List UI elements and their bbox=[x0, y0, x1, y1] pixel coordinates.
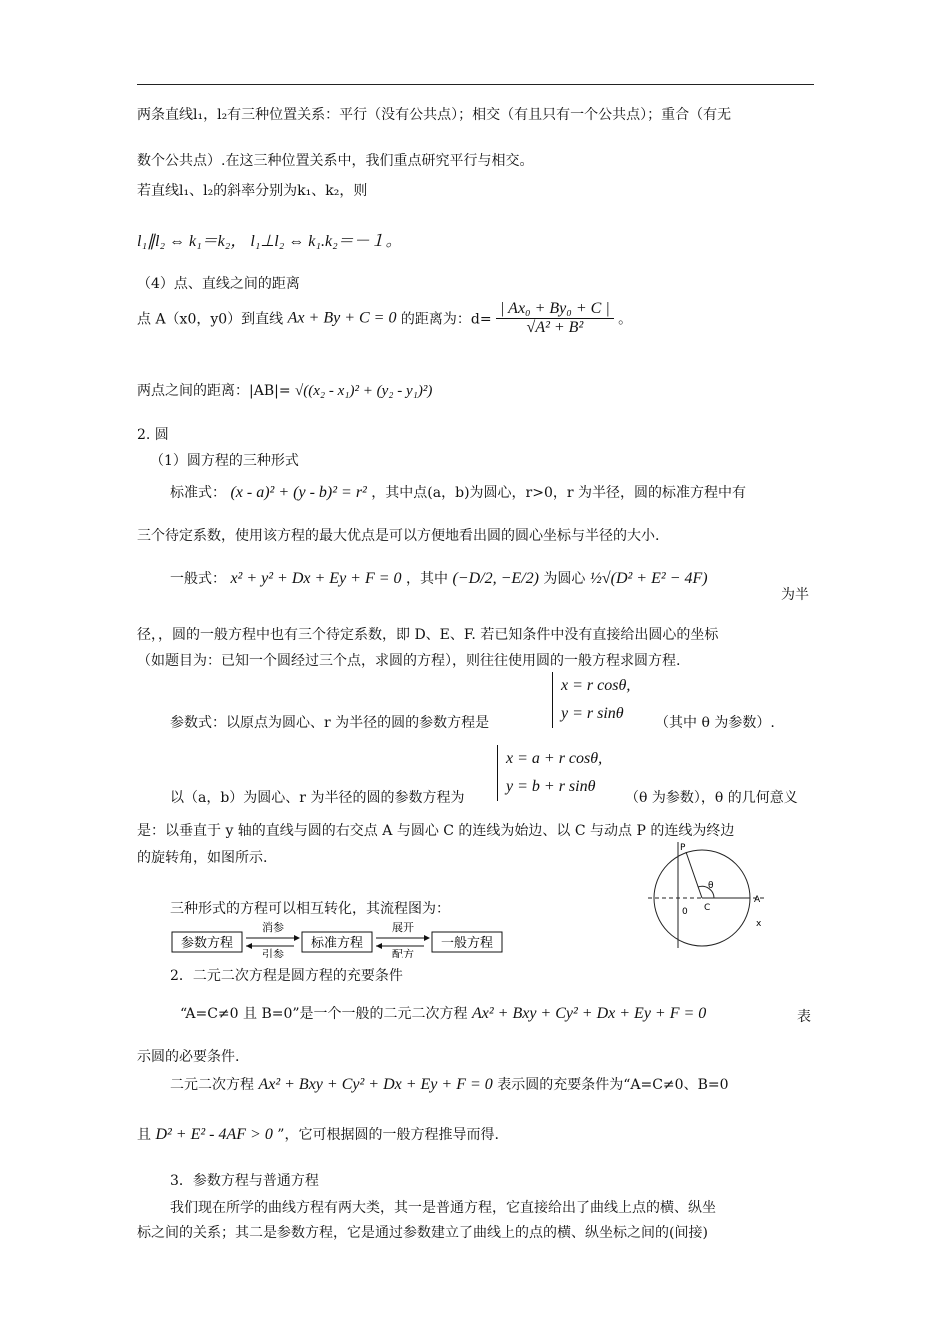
equation-line: x = a + r cosθ, bbox=[506, 750, 603, 767]
arrow-head bbox=[246, 943, 252, 949]
paragraph-line: 两条直线l₁，l₂有三种位置关系：平行（没有公共点）；相交（有且只有一个公共点）；重合（有无 bbox=[137, 107, 732, 123]
text-span: 以（a，b）为圆心、r 为半径的圆的参数方程为 bbox=[170, 790, 465, 806]
line-equation: Ax + By + C = 0 bbox=[287, 309, 397, 327]
fraction-denominator: √A² + B² bbox=[526, 319, 584, 336]
arrow-head bbox=[294, 935, 300, 941]
header-rule bbox=[137, 84, 814, 85]
two-point-distance bbox=[137, 380, 432, 400]
paragraph-line: 标之间的关系；其二是参数方程，它是通过参数建立了曲线上的点的横、纵坐标之间的(间接) bbox=[137, 1225, 708, 1241]
arrow2-top-label: 展开 bbox=[392, 921, 414, 934]
text-span: 为半 bbox=[781, 587, 809, 603]
paragraph-line: 三种形式的方程可以相互转化，其流程图为： bbox=[170, 901, 450, 917]
label-x: x bbox=[756, 919, 762, 929]
paragraph-line: 我们现在所学的曲线方程有两大类，其一是普通方程，它直接给出了曲线上点的横、纵坐 bbox=[170, 1200, 716, 1216]
conversion-flowchart bbox=[170, 918, 510, 958]
arrow1-top-label: 消参 bbox=[262, 921, 284, 934]
text-span: ”，它可根据圆的一般方程推导而得. bbox=[277, 1127, 499, 1143]
text-span: 一般式： bbox=[170, 571, 226, 587]
arrow-head bbox=[376, 943, 382, 949]
fraction-numerator: | Ax₀ + By₀ + C | bbox=[496, 300, 614, 319]
section-heading: （4）点、直线之间的距离 bbox=[137, 276, 300, 292]
distance-formula: √((x₂ - x₁)² + (y₂ - y₁)²) bbox=[295, 383, 433, 399]
label-o: 0 bbox=[682, 907, 688, 917]
paragraph-line: 径，，圆的一般方程中也有三个待定系数，即 D、E、F. 若已知条件中没有直接给出圆心的坐标 bbox=[137, 627, 719, 643]
center-expression: (−D/2, −E/2) bbox=[452, 570, 539, 587]
paragraph-line: 的旋转角，如图所示. bbox=[137, 850, 268, 866]
paragraph-line: （如题目为：已知一个圆经过三个点，求圆的方程），则往往使用圆的一般方程求圆方程. bbox=[137, 653, 681, 669]
flow-box-general-label: 一般方程 bbox=[440, 936, 494, 951]
text-span: 表 bbox=[797, 1009, 811, 1025]
section-heading: 3．参数方程与普通方程 bbox=[170, 1173, 319, 1189]
flow-box-standard-label: 标准方程 bbox=[310, 936, 364, 951]
radius-expression: ½√(D² + E² − 4F) bbox=[589, 570, 708, 587]
text-span: 表示圆的充要条件为“A=C≠0、B=0 bbox=[497, 1077, 729, 1093]
paragraph-line: 示圆的必要条件. bbox=[137, 1049, 240, 1065]
condition-line bbox=[170, 1074, 729, 1094]
paragraph-line: 三个待定系数，使用该方程的最大优点是可以方便地看出圆的圆心坐标与半径的大小. bbox=[137, 528, 660, 544]
paragraph-line: 数个公共点）.在这三种位置关系中，我们重点研究平行与相交。 bbox=[137, 153, 534, 169]
text-span: ，其中 bbox=[406, 571, 448, 587]
quadratic-equation: Ax² + Bxy + Cy² + Dx + Ey + F = 0 bbox=[471, 1005, 707, 1022]
point-line-distance bbox=[137, 300, 632, 337]
text-span: （θ 为参数），θ 的几何意义 bbox=[625, 790, 798, 806]
text-span: 且 bbox=[137, 1127, 151, 1143]
text-span: 标准式： bbox=[170, 485, 226, 501]
text-span: “A=C≠0 且 B=0”是一个一般的二元二次方程 bbox=[180, 1006, 468, 1022]
radius-cp bbox=[686, 852, 702, 898]
equation-line: x = r cosθ, bbox=[561, 677, 631, 694]
label-c: C bbox=[704, 903, 711, 913]
arrow2-bottom-label: 配方 bbox=[392, 948, 414, 958]
standard-equation: (x - a)² + (y - b)² = r² bbox=[230, 484, 367, 501]
quadratic-equation: Ax² + Bxy + Cy² + Dx + Ey + F = 0 bbox=[258, 1076, 493, 1093]
parametric-system-center bbox=[497, 745, 602, 801]
label-theta: θ bbox=[708, 881, 714, 891]
text-span: 两点之间的距离：|AB|= bbox=[137, 383, 291, 399]
text-span: 二元二次方程 bbox=[170, 1077, 254, 1093]
arrow1-bottom-label: 引参 bbox=[262, 948, 284, 958]
text-span: （其中 θ 为参数）. bbox=[655, 715, 775, 731]
text-span: ，其中点(a，b)为圆心，r>0，r 为半径，圆的标准方程中有 bbox=[371, 485, 747, 501]
label-p: P bbox=[680, 843, 686, 853]
label-a: A bbox=[754, 895, 761, 905]
paragraph-line: 是：以垂直于 y 轴的直线与圆的右交点 A 与圆心 C 的连线为始边、以 C 与动点 P 的连线为终边 bbox=[137, 823, 735, 839]
distance-fraction bbox=[496, 300, 614, 337]
parametric-form-text: 参数式：以原点为圆心、r 为半径的圆的参数方程是 bbox=[170, 715, 490, 731]
equation-line: y = r sinθ bbox=[561, 705, 624, 722]
text-span: 。 bbox=[618, 311, 633, 328]
standard-form bbox=[170, 482, 746, 502]
section-heading: 2．二元二次方程是圆方程的充要条件 bbox=[170, 968, 403, 984]
text-span: 为圆心 bbox=[543, 571, 586, 587]
slope-relations: l₁∥l₂ ⇔ k₁＝k₂， l₁⊥l₂ ⇔ k₁.k₂＝－１。 bbox=[137, 233, 402, 250]
condition-line bbox=[137, 1124, 499, 1144]
discriminant-inequality: D² + E² - 4AF > 0 bbox=[155, 1126, 273, 1143]
general-equation: x² + y² + Dx + Ey + F = 0 bbox=[230, 570, 402, 587]
flow-box-parametric-label: 参数方程 bbox=[180, 936, 234, 951]
section-heading: 2. 圆 bbox=[137, 427, 169, 443]
condition-line bbox=[180, 1003, 706, 1023]
parametric-system-origin bbox=[552, 672, 630, 728]
equation-line: y = b + r sinθ bbox=[506, 778, 596, 795]
text-span: 点 A（x0，y0）到直线 bbox=[137, 311, 284, 328]
text-span: 的距离为：d= bbox=[400, 311, 492, 328]
circle-figure bbox=[644, 830, 774, 960]
subsection-heading: （1）圆方程的三种形式 bbox=[150, 453, 299, 469]
general-form bbox=[170, 568, 708, 588]
paragraph-line: 若直线l₁、l₂的斜率分别为k₁、k₂，则 bbox=[137, 183, 368, 199]
arrow-head bbox=[424, 935, 430, 941]
